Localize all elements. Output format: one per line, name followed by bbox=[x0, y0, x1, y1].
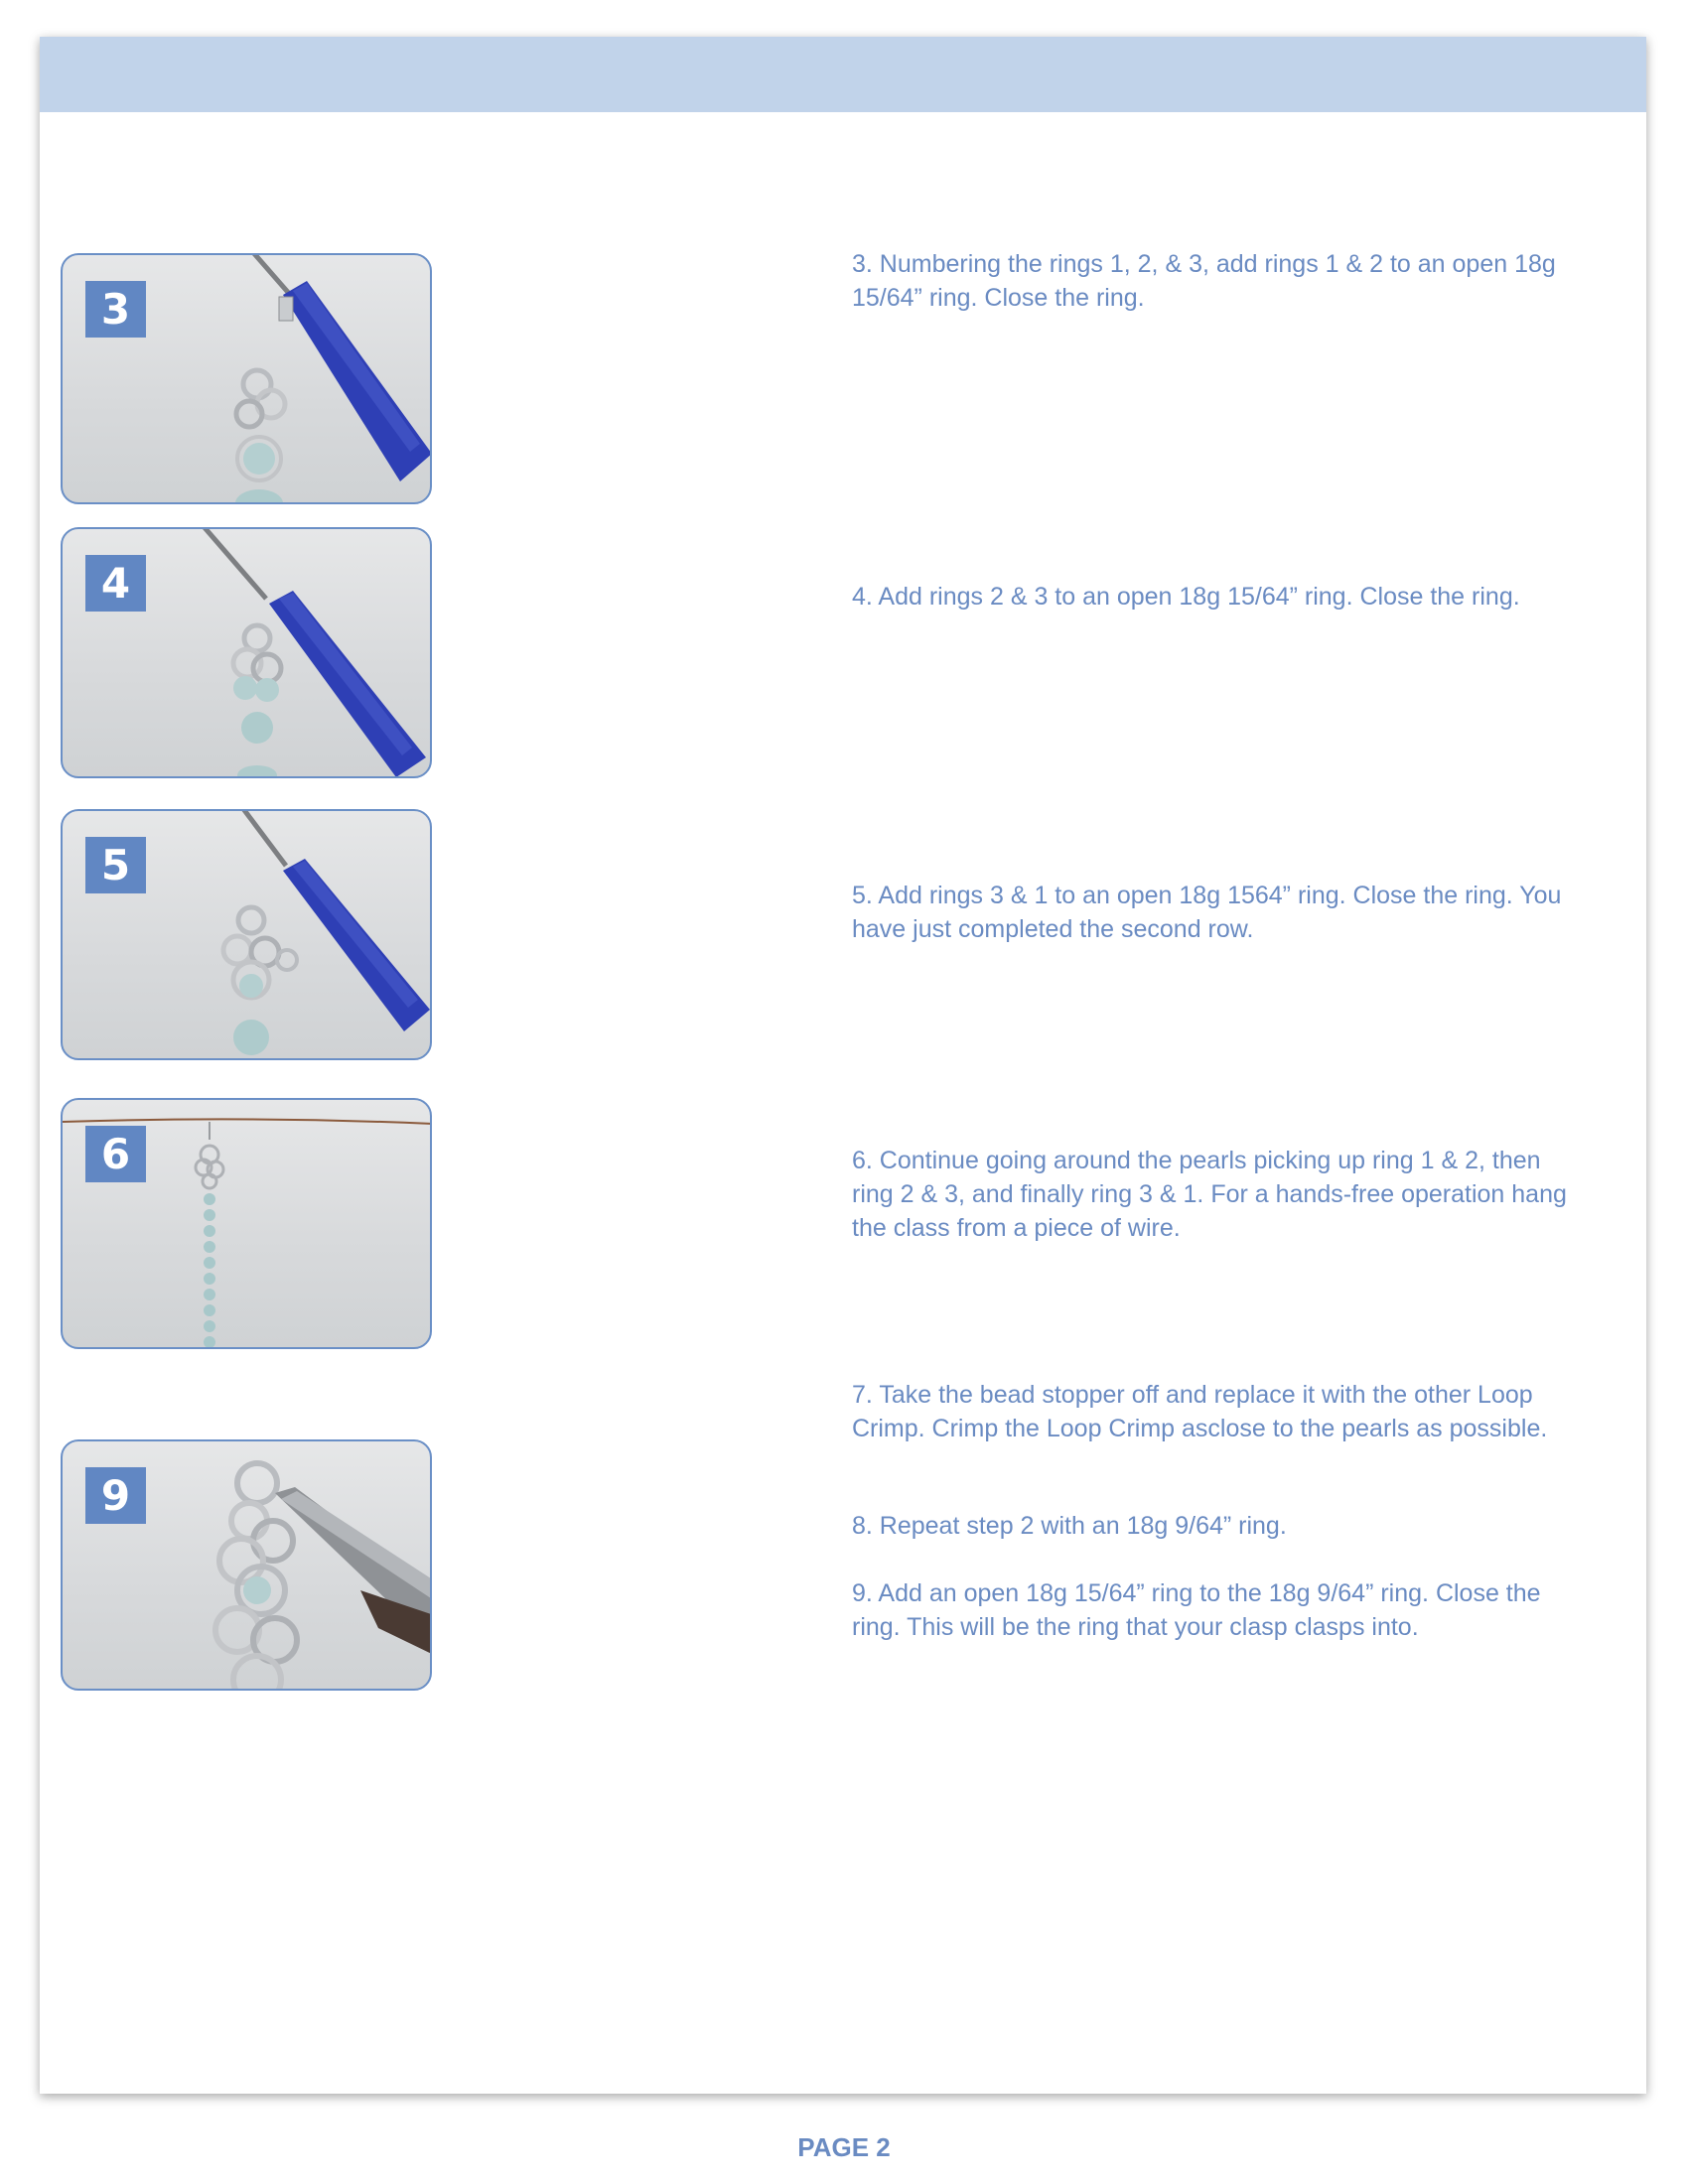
step-number-badge: 4 bbox=[85, 555, 146, 612]
page-number: PAGE 2 bbox=[797, 2132, 891, 2162]
step-8-text: 8. Repeat step 2 with an 18g 9/64” ring. bbox=[852, 1512, 1287, 1540]
step-9-text: 9. Add an open 18g 15/64” ring to the 18g 9/64” ring. Close the ring. This will be the ring that your clasp clasps into. bbox=[852, 1579, 1541, 1641]
step-photo-4 bbox=[61, 527, 432, 778]
header-band bbox=[40, 37, 1646, 112]
step-number-badge: 6 bbox=[85, 1126, 146, 1182]
step-4-text: 4. Add rings 2 & 3 to an open 18g 15/64” ring. Close the ring. bbox=[852, 583, 1520, 611]
step-photo-6 bbox=[61, 1098, 432, 1349]
step-3-text: 3. Numbering the rings 1, 2, & 3, add rings 1 & 2 to an open 18g 15/64” ring. Close the ring. bbox=[852, 250, 1556, 312]
step-5-text: 5. Add rings 3 & 1 to an open 18g 1564” ring. Close the ring. You have just completed the second row. bbox=[852, 882, 1562, 943]
step-number-badge: 9 bbox=[85, 1467, 146, 1524]
step-6-text: 6. Continue going around the pearls picking up ring 1 & 2, then ring 2 & 3, and finally ring 3 & 1. For a hands-free operation hang the class from a piece of wire. bbox=[852, 1147, 1567, 1242]
step-photo-5 bbox=[61, 809, 432, 1060]
step-number-badge: 3 bbox=[85, 281, 146, 338]
step-number-badge: 5 bbox=[85, 837, 146, 893]
step-photo-9 bbox=[61, 1439, 432, 1691]
step-photo-3 bbox=[61, 253, 432, 504]
step-7-text: 7. Take the bead stopper off and replace it with the other Loop Crimp. Crimp the Loop Crimp asclose to the pearls as possible. bbox=[852, 1381, 1548, 1442]
